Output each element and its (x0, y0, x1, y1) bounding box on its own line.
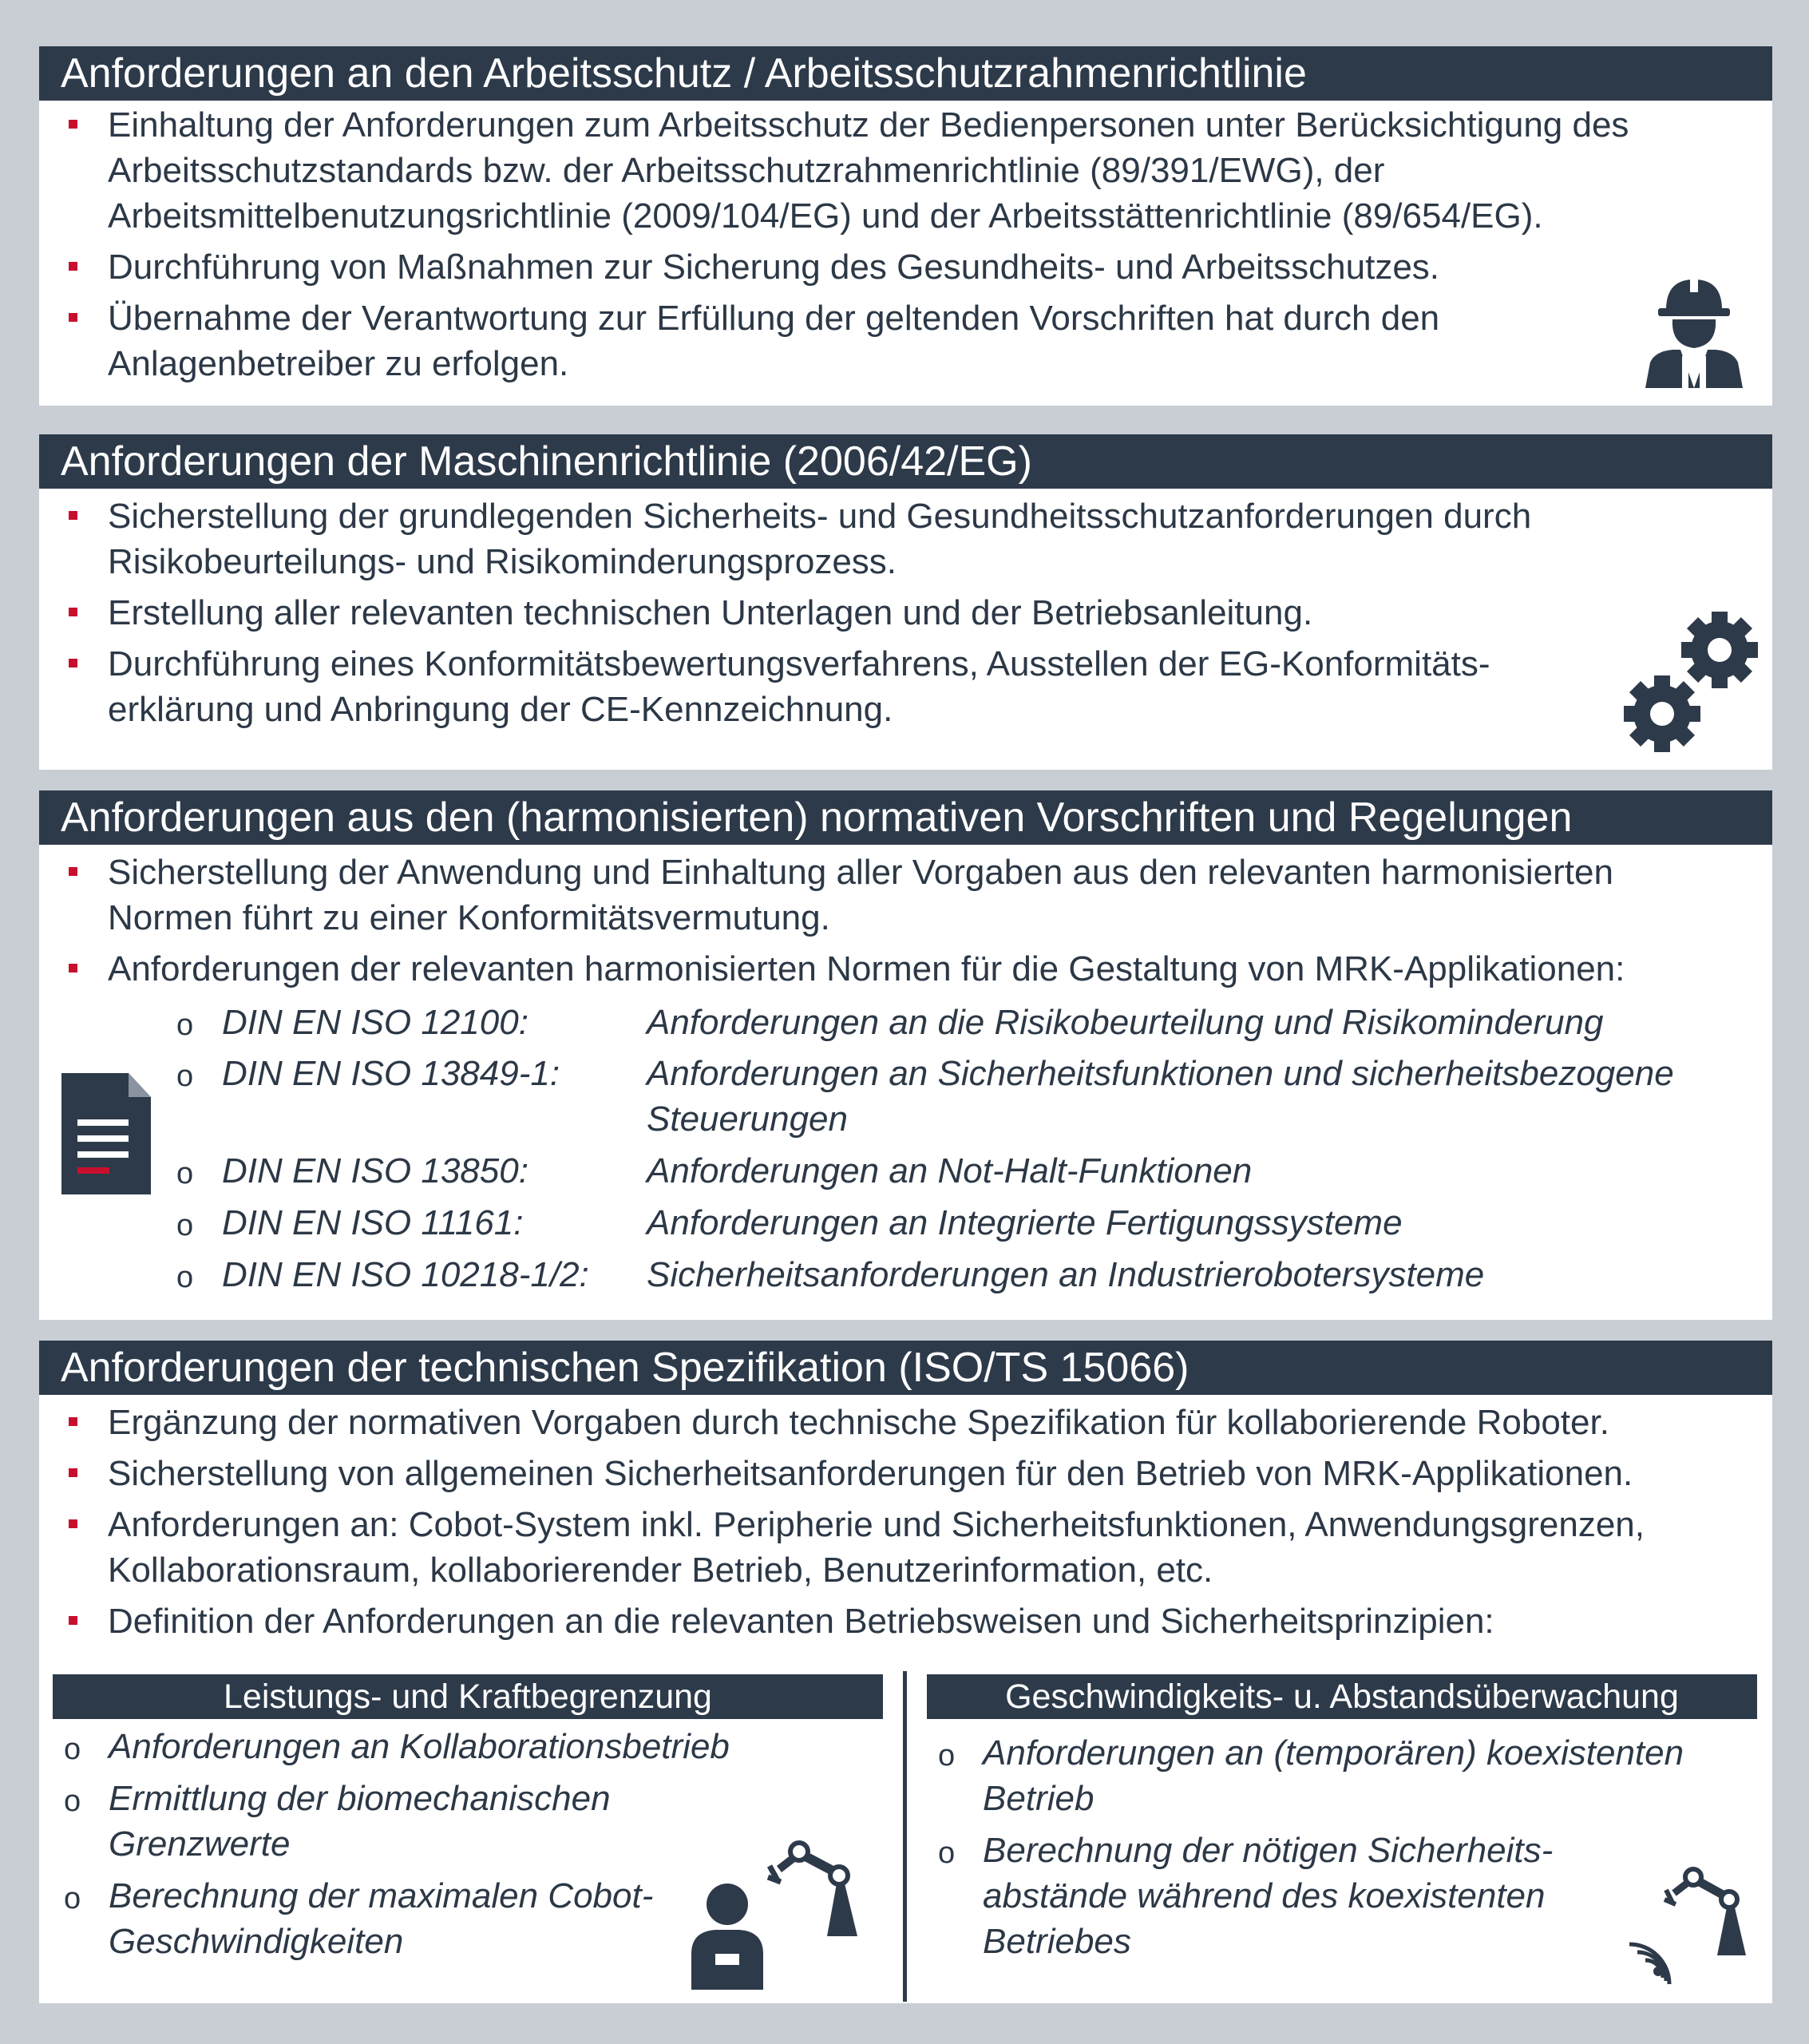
panel-geschwindigkeit-abstand (927, 1674, 1757, 1994)
panel-item: o Ermittlung der biomechanischen Grenzwerte (64, 1779, 611, 1864)
section-title: Anforderungen der Maschinenrichtlinie (2006/42/EG) (39, 434, 1772, 489)
norm-code: DIN EN ISO 11161: (222, 1203, 524, 1242)
bullet-item: Anforderungen der relevanten harmonisierten Normen für die Gestaltung von MRK-Applikationen: (39, 946, 1740, 992)
norm-desc: Sicherheitsanforderungen an Industrierobotersysteme (647, 1255, 1485, 1294)
bullet-item: Sicherstellung der Anwendung und Einhaltung aller Vorgaben aus den relevanten harmonisierten Normen führt zu einer Konformitätsvermutung. (39, 850, 1740, 941)
panel-item: o Berechnung der nötigen Sicherheits-abstände während des koexistenten Betriebes (938, 1831, 1554, 1961)
panel-title: Leistungs- und Kraftbegrenzung (53, 1674, 883, 1719)
bullet-item: Durchführung eines Konformitätsbewertungsverfahrens, Ausstellen der EG-Konformitäts-erklärung und Anbringung der CE-Kennzeichnung. (39, 641, 1620, 732)
panel-item: o Anforderungen an (temporären) koexistenten Betrieb (938, 1733, 1684, 1818)
section-maschinenrichtlinie (39, 434, 1772, 770)
panel-item: o Anforderungen an Kollaborationsbetrieb (64, 1727, 730, 1766)
panel-item: o Berechnung der maximalen Cobot-Geschwindigkeiten (64, 1876, 654, 1961)
norm-desc: Anforderungen an Integrierte Fertigungssysteme (647, 1203, 1403, 1242)
column-divider (903, 1671, 907, 2002)
bullet-item: Sicherstellung von allgemeinen Sicherheitsanforderungen für den Betrieb von MRK-Applikationen. (39, 1451, 1763, 1496)
bullet-item: Sicherstellung der grundlegenden Sicherheits- und Gesundheitsschutzanforderungen durch Risikobeurteilungs- und Risikominderungsprozess. (39, 493, 1620, 584)
human-robot-icon (691, 1834, 875, 1990)
section-iso-ts-15066 (39, 1341, 1772, 2003)
section-title: Anforderungen an den Arbeitsschutz / Arbeitsschutzrahmenrichtlinie (39, 46, 1772, 101)
bullet-item: Übernahme der Verantwortung zur Erfüllung der geltenden Vorschriften hat durch den Anlagenbetreiber zu erfolgen. (39, 295, 1740, 386)
norm-code: DIN EN ISO 10218-1/2: (222, 1255, 589, 1294)
bullet-item: Definition der Anforderungen an die relevanten Betriebsweisen und Sicherheitsprinzipien: (39, 1598, 1763, 1644)
worker-hardhat-icon (1634, 268, 1754, 388)
section-title: Anforderungen aus den (harmonisierten) normativen Vorschriften und Regelungen (39, 790, 1772, 845)
bullet-item: Durchführung von Maßnahmen zur Sicherung des Gesundheits- und Arbeitsschutzes. (39, 244, 1740, 290)
norm-code: DIN EN ISO 12100: (222, 1003, 528, 1042)
norm-desc: Anforderungen an die Risikobeurteilung und Risikominderung (647, 1003, 1604, 1042)
norm-desc: Anforderungen an Sicherheitsfunktionen und sicherheitsbezogene Steuerungen (647, 1054, 1674, 1139)
norm-code: DIN EN ISO 13850: (222, 1151, 528, 1190)
robot-sensor-icon (1621, 1866, 1757, 1986)
section-normen: Anforderungen aus den (harmonisierten) normativen Vorschriften und Regelungen Sicherstellung der Anwendung und Einhaltung aller Vorgaben aus den relevanten harmonisierten Normen führt zu einer Konformitätsvermutung. Anforderungen der relevanten harmonisierten Normen für die Gestaltung von MRK-Applikationen: o DIN EN ISO 12100: Anforderungen an die Risikobeurteilung und Risikominderung o DIN EN ISO 13849-1: Anforderungen an Sicherheitsfunktionen und sicherheitsbezogene Steuerungen o DIN EN ISO 13850: Anforderungen an Not-Halt-Funktionen o DIN EN ISO 11161: Anforderungen an Integrierte Fertigungssysteme o DIN EN ISO 10218-1/2: Sicherheitsanforderungen an Industrierobotersysteme (39, 790, 1772, 1320)
norm-desc: Anforderungen an Not-Halt-Funktionen (647, 1151, 1253, 1190)
section-title: Anforderungen der technischen Spezifikation (ISO/TS 15066) (39, 1341, 1772, 1395)
gears-icon (1624, 608, 1783, 760)
norm-code: DIN EN ISO 13849-1: (222, 1054, 560, 1093)
bullet-item: Anforderungen an: Cobot-System inkl. Peripherie und Sicherheitsfunktionen, Anwendungsgrenzen, Kollaborationsraum, kollaborierender Betrieb, Benutzerinformation, etc. (39, 1502, 1763, 1593)
panel-title: Geschwindigkeits- u. Abstandsüberwachung (927, 1674, 1757, 1719)
bullet-item: Einhaltung der Anforderungen zum Arbeitsschutz der Bedienpersonen unter Berücksichtigung des Arbeitsschutzstandards bzw. der Arbeitsschutzrahmenrichtlinie (89/391/EWG), der Arbeitsmittelbenutzungsrichtlinie (2009/104/EG) und der Arbeitsstättenrichtlinie (89/654/EG). (39, 102, 1740, 239)
panel-leistungs-kraftbegrenzung (53, 1674, 883, 1994)
section-arbeitsschutz (39, 46, 1772, 406)
bullet-item: Erstellung aller relevanten technischen Unterlagen und der Betriebsanleitung. (39, 590, 1620, 636)
bullet-item: Ergänzung der normativen Vorgaben durch technische Spezifikation für kollaborierende Roboter. (39, 1400, 1763, 1445)
document-icon (61, 1073, 151, 1194)
